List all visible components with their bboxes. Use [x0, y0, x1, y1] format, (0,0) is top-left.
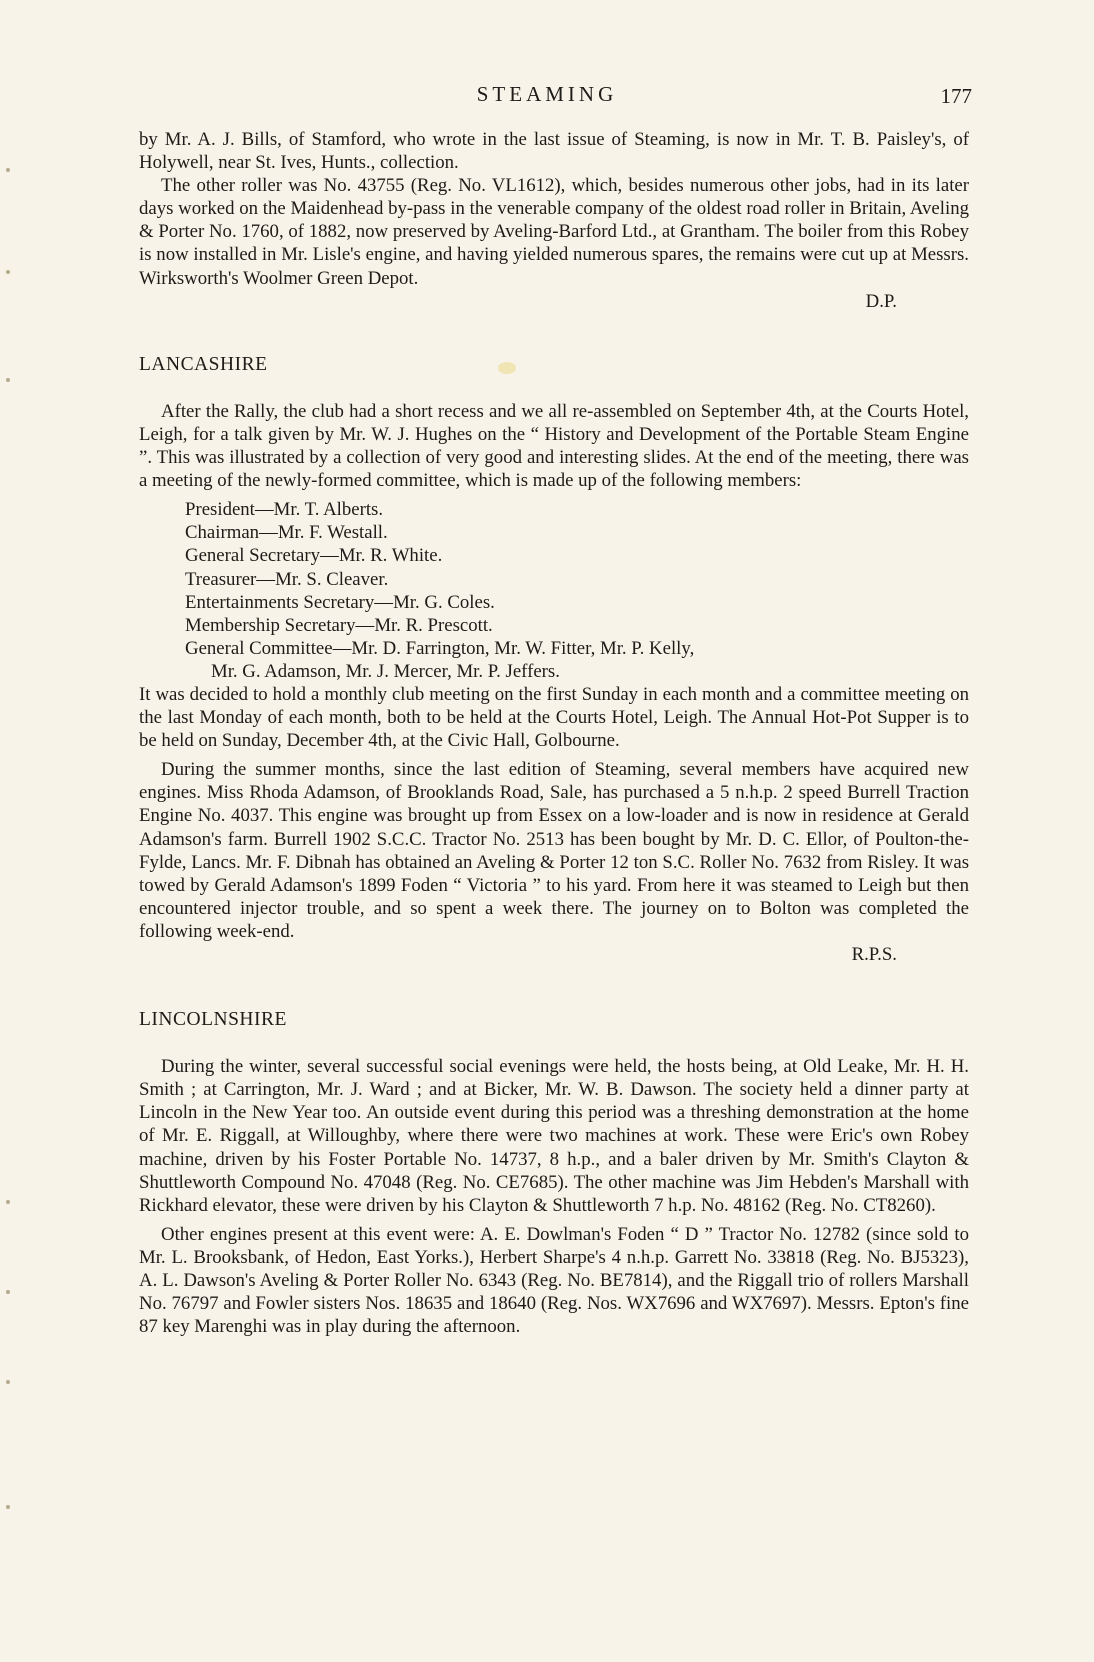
continued-paragraph: by Mr. A. J. Bills, of Stamford, who wrote in the last issue of Steaming, is now in Mr. T. B. Paisley's, of Holywell, near St. Ives, Hunts., collection.: [139, 129, 969, 174]
margin-dot: [6, 1200, 10, 1204]
signature: R.P.S.: [851, 944, 897, 965]
committee-member-continued: Mr. G. Adamson, Mr. J. Mercer, Mr. P. Jeffers.: [211, 660, 560, 682]
margin-dot: [6, 1505, 10, 1509]
committee-member: General Committee—Mr. D. Farrington, Mr. W. Fitter, Mr. P. Kelly,: [185, 637, 695, 659]
margin-dot: [6, 1380, 10, 1384]
paragraph: It was decided to hold a monthly club meeting on the first Sunday in each month and a committee meeting on the last Monday of each month, both to be held at the Courts Hotel, Leigh. The Annual Hot-Pot Supper is to be held on Sunday, December 4th, at the Civic Hall, Golbourne.: [139, 683, 969, 752]
text-column: [139, 128, 969, 1338]
margin-dot: [6, 378, 10, 382]
margin-dot: [6, 168, 10, 172]
paragraph: After the Rally, the club had a short recess and we all re-assembled on September 4th, at the Courts Hotel, Leigh, for a talk given by Mr. W. J. Hughes on the “ History and Development of the Portable Steam Engine ”. This was illustrated by a collection of very good and interesting slides. At the end of the meeting, there was a meeting of the newly-formed committee, which is made up of the following members:: [139, 400, 969, 492]
committee-list: [139, 498, 969, 683]
paragraph: The other roller was No. 43755 (Reg. No. VL1612), which, besides numerous other jobs, had in its later days worked on the Maidenhead by-pass in the venerable company of the oldest road roller in Britain, Aveling & Porter No. 1760, of 1882, now preserved by Aveling-Barford Ltd., at Grantham. The boiler from this Robey is now installed in Mr. Lisle's engine, and having yielded numerous spares, the remains were cut up at Messrs. Wirksworth's Woolmer Green Depot.: [139, 175, 969, 289]
committee-member: Entertainments Secretary—Mr. G. Coles.: [185, 591, 495, 613]
committee-member: Membership Secretary—Mr. R. Prescott.: [185, 614, 493, 636]
section-heading-lincolnshire: LINCOLNSHIRE: [139, 1009, 287, 1031]
committee-member: General Secretary—Mr. R. White.: [185, 545, 443, 567]
paragraph: During the winter, several successful social evenings were held, the hosts being, at Old Leake, Mr. H. H. Smith ; at Carrington, Mr. J. Ward ; and at Bicker, Mr. W. B. Dawson. The society held a dinner party at Lincoln in the New Year too. An outside event during this period was a threshing demonstration at the home of Mr. E. Riggall, at Willoughby, where there were two machines at work. These were Eric's own Robey machine, driven by his Foster Portable No. 14737, 8 h.p., and a baler driven by Mr. Smith's Clayton & Shuttleworth Compound No. 47048 (Reg. No. CE7685). The other machine was Jim Hebden's Marshall with Rickhard elevator, these were driven by his Clayton & Shuttleworth 7 h.p. No. 48162 (Reg. No. CT8260).: [139, 1056, 969, 1216]
committee-member: President—Mr. T. Alberts.: [185, 499, 384, 521]
page-number: 177: [940, 84, 972, 108]
committee-member: Treasurer—Mr. S. Cleaver.: [185, 568, 389, 590]
committee-member: Chairman—Mr. F. Westall.: [185, 522, 388, 544]
section-heading-lancashire: LANCASHIRE: [139, 353, 268, 375]
running-title: STEAMING: [476, 82, 618, 106]
margin-dot: [6, 1290, 10, 1294]
paragraph: Other engines present at this event were: A. E. Dowlman's Foden “ D ” Tractor No. 12782 (since sold to Mr. L. Brooksbank, of Hedon, East Yorks.), Herbert Sharpe's 4 n.h.p. Garrett No. 33818 (Reg. No. BJ5323), A. L. Dawson's Aveling & Porter Roller No. 6343 (Reg. No. BE7814), and the Riggall trio of rollers Marshall No. 76797 and Fowler sisters Nos. 18635 and 18640 (Reg. Nos. WX7696 and WX7697). Messrs. Epton's fine 87 key Marenghi was in play during the afternoon.: [139, 1223, 969, 1338]
paragraph: During the summer months, since the last edition of Steaming, several members have acquired new engines. Miss Rhoda Adamson, of Brooklands Road, Sale, has purchased a 5 n.h.p. 2 speed Burrell Traction Engine No. 4037. This engine was brought up from Essex on a low-loader and is now in residence at Gerald Adamson's farm. Burrell 1902 S.C.C. Tractor No. 2513 has been bought by Mr. D. C. Ellor, of Poulton-the-Fylde, Lancs. Mr. F. Dibnah has obtained an Aveling & Porter 12 ton S.C. Roller No. 7632 from Risley. It was towed by Gerald Adamson's 1899 Foden “ Victoria ” to his yard. From here it was steamed to Leigh but then encountered injector trouble, and so spent a week there. The journey on to Bolton was completed the following week-end.: [139, 759, 969, 942]
signature: D.P.: [865, 290, 897, 312]
margin-dot: [6, 270, 10, 274]
